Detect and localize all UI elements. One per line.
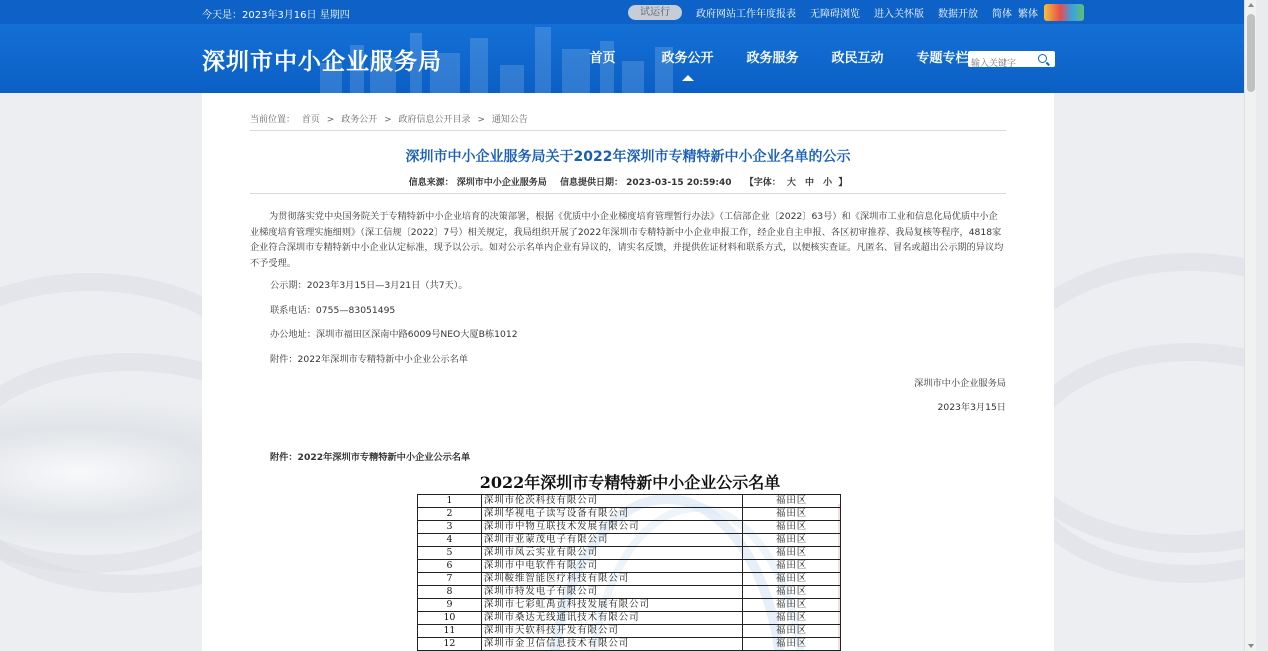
table-row bbox=[418, 521, 841, 534]
company-name: 深圳华视电子读写设备有限公司 bbox=[481, 508, 742, 521]
utility-links bbox=[628, 2, 1084, 22]
simplified-chinese-link[interactable]: 简体 bbox=[992, 8, 1012, 20]
open-data-link[interactable]: 数据开放 bbox=[938, 8, 978, 20]
breadcrumb-separator: > bbox=[326, 115, 335, 125]
font-size-switcher bbox=[745, 178, 848, 188]
district: 福田区 bbox=[743, 612, 841, 625]
divider bbox=[250, 193, 1006, 194]
article-date: 信息提供日期： 2023-03-15 20:59:40 bbox=[559, 178, 732, 188]
row-number: 5 bbox=[418, 547, 482, 560]
company-name: 深圳市七彩虹禹贡科技发展有限公司 bbox=[481, 599, 742, 612]
font-size-medium[interactable]: 中 bbox=[805, 178, 815, 188]
breadcrumb-info-catalog[interactable]: 政府信息公开目录 bbox=[398, 115, 471, 125]
current-date: 今天是：2023年3月16日 星期四 bbox=[202, 10, 350, 21]
nav-special-topics[interactable]: 专题专栏 bbox=[916, 51, 969, 66]
breadcrumb-home[interactable]: 首页 bbox=[301, 115, 320, 125]
office-address: 办公地址：深圳市福田区深南中路6009号NEO大厦B栋1012 bbox=[270, 329, 518, 340]
table-row bbox=[418, 638, 841, 651]
care-version-link[interactable]: 进入关怀版 bbox=[874, 8, 924, 20]
table-row bbox=[418, 586, 841, 599]
company-name: 深圳市特发电子有限公司 bbox=[481, 586, 742, 599]
company-name: 深圳市中物互联技术发展有限公司 bbox=[481, 521, 742, 534]
search-box bbox=[968, 51, 1055, 67]
publicity-period: 公示期：2023年3月15日—3月21日（共7天）。 bbox=[270, 280, 468, 291]
breadcrumb-government-affairs[interactable]: 政务公开 bbox=[341, 115, 378, 125]
vertical-scrollbar[interactable] bbox=[1244, 0, 1256, 651]
row-number: 12 bbox=[418, 638, 482, 651]
nav-home[interactable]: 首页 bbox=[589, 51, 616, 66]
district: 福田区 bbox=[743, 638, 841, 651]
company-name: 深圳市桑达无线通讯技术有限公司 bbox=[481, 612, 742, 625]
signature-date: 2023年3月15日 bbox=[937, 402, 1006, 413]
site-title[interactable]: 深圳市中小企业服务局 bbox=[202, 49, 442, 75]
search-icon[interactable] bbox=[1038, 54, 1047, 63]
breadcrumb-label: 当前位置： bbox=[250, 115, 296, 125]
city-logo[interactable] bbox=[1044, 4, 1084, 21]
company-name: 深圳市凤云实业有限公司 bbox=[481, 547, 742, 560]
contact-phone: 联系电话：0755—83051495 bbox=[270, 305, 396, 316]
table-row bbox=[418, 573, 841, 586]
attachment-note: 附件：2022年深圳市专精特新中小企业公示名单 bbox=[270, 354, 468, 365]
attachment-heading: 附件：2022年深圳市专精特新中小企业公示名单 bbox=[270, 452, 471, 463]
article-source: 信息来源： 深圳市中小企业服务局 bbox=[408, 178, 547, 188]
row-number: 7 bbox=[418, 573, 482, 586]
breadcrumb-notices[interactable]: 通知公告 bbox=[491, 115, 528, 125]
company-list-table bbox=[417, 494, 841, 651]
company-name: 深圳市亚蒙茂电子有限公司 bbox=[481, 534, 742, 547]
company-name: 深圳市伦茨科技有限公司 bbox=[481, 495, 742, 508]
font-size-large[interactable]: 大 bbox=[786, 178, 796, 188]
breadcrumb bbox=[250, 112, 532, 125]
article-meta bbox=[202, 175, 1054, 188]
row-number: 11 bbox=[418, 625, 482, 638]
district: 福田区 bbox=[743, 625, 841, 638]
company-name: 深圳市中电软件有限公司 bbox=[481, 560, 742, 573]
row-number: 10 bbox=[418, 612, 482, 625]
district: 福田区 bbox=[743, 599, 841, 612]
district: 福田区 bbox=[743, 521, 841, 534]
row-number: 4 bbox=[418, 534, 482, 547]
table-row bbox=[418, 495, 841, 508]
breadcrumb-separator: > bbox=[477, 115, 485, 125]
company-list-image bbox=[417, 494, 841, 651]
company-name: 深圳鞍维智能医疗科技有限公司 bbox=[481, 573, 742, 586]
district: 福田区 bbox=[743, 586, 841, 599]
list-title: 2022年深圳市专精特新中小企业公示名单 bbox=[479, 473, 781, 492]
breadcrumb-separator: > bbox=[384, 115, 392, 125]
main-nav bbox=[560, 24, 985, 93]
row-number: 8 bbox=[418, 586, 482, 599]
district: 福田区 bbox=[743, 573, 841, 586]
scroll-up-icon[interactable] bbox=[1248, 3, 1254, 7]
article-title: 深圳市中小企业服务局关于2022年深圳市专精特新中小企业名单的公示 bbox=[405, 149, 851, 165]
row-number: 9 bbox=[418, 599, 482, 612]
district: 福田区 bbox=[743, 534, 841, 547]
search-input[interactable] bbox=[968, 56, 1034, 72]
row-number: 2 bbox=[418, 508, 482, 521]
scrollbar-thumb[interactable] bbox=[1247, 14, 1255, 92]
site-header bbox=[0, 24, 1256, 93]
district: 福田区 bbox=[743, 560, 841, 573]
nav-interaction[interactable]: 政民互动 bbox=[831, 51, 884, 66]
district: 福田区 bbox=[743, 495, 841, 508]
content-card bbox=[202, 93, 1054, 651]
district: 福田区 bbox=[743, 547, 841, 560]
signature-org: 深圳市中小企业服务局 bbox=[914, 378, 1006, 389]
table-row bbox=[418, 547, 841, 560]
table-row bbox=[418, 560, 841, 573]
row-number: 3 bbox=[418, 521, 482, 534]
nav-government-affairs[interactable]: 政务公开 bbox=[645, 24, 730, 93]
row-number: 6 bbox=[418, 560, 482, 573]
traditional-chinese-link[interactable]: 繁体 bbox=[1018, 8, 1038, 20]
table-row bbox=[418, 625, 841, 638]
scroll-down-icon[interactable] bbox=[1248, 644, 1254, 648]
trial-badge[interactable]: 试运行 bbox=[628, 5, 682, 20]
company-name: 深圳市金卫信信息技术有限公司 bbox=[481, 638, 742, 651]
table-row bbox=[418, 599, 841, 612]
table-row bbox=[418, 612, 841, 625]
table-row bbox=[418, 534, 841, 547]
row-number: 1 bbox=[418, 495, 482, 508]
font-size-small[interactable]: 小 bbox=[823, 178, 833, 188]
font-size-end: 】 bbox=[838, 178, 848, 188]
divider bbox=[250, 130, 1006, 131]
font-size-label: 【字体： bbox=[744, 178, 781, 188]
district: 福田区 bbox=[743, 508, 841, 521]
top-utility-bar bbox=[0, 0, 1256, 24]
company-name: 深圳市天软科技开发有限公司 bbox=[481, 625, 742, 638]
table-row bbox=[418, 508, 841, 521]
annual-report-link[interactable]: 政府网站工作年度报表 bbox=[696, 8, 796, 20]
accessibility-link[interactable]: 无障碍浏览 bbox=[810, 8, 860, 20]
nav-government-services[interactable]: 政务服务 bbox=[746, 51, 799, 66]
article-body: 为贯彻落实党中央国务院关于专精特新中小企业培育的决策部署，根据《优质中小企业梯度培育管理暂行办法》（工信部企业〔2022〕63号）和《深圳市工业和信息化局优质中小企业梯度培育管理实施细则》（深工信规〔2022〕7号）相关规定，我局组织开展了2022年深圳市专精特新中小企业申报工作，经企业自主申报、各区初审推荐、我局复核等程序，4818家企业符合深圳市专精特新中小企业认定标准，现予以公示。如对公示名单内企业有异议的，请实名反馈，并提供佐证材料和联系方式，以便核实查证。凡匿名、冒名或超出公示期的异议均不予受理。 bbox=[250, 211, 1004, 269]
